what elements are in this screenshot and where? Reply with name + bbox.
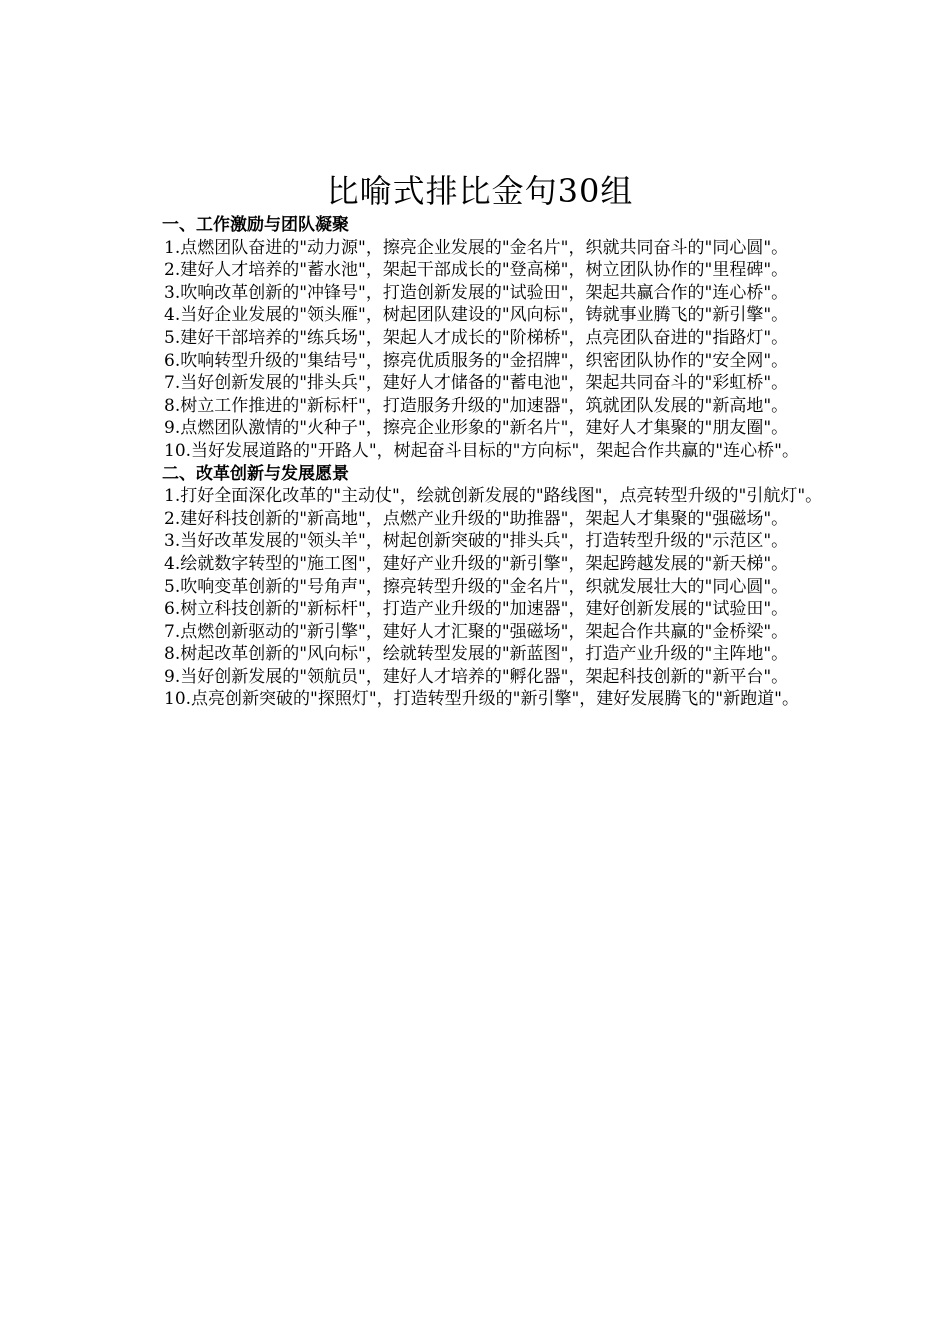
document-body: [128, 168, 832, 711]
list-item: 5.建好干部培养的"练兵场"，架起人才成长的"阶梯桥"，点亮团队奋进的"指路灯"。: [164, 327, 789, 348]
list-item: 1.点燃团队奋进的"动力源"，擦亮企业发展的"金名片"，织就共同奋斗的"同心圆"。: [164, 237, 789, 258]
list-item: 7.点燃创新驱动的"新引擎"，建好人才汇聚的"强磁场"，架起合作共赢的"金桥梁"。: [164, 621, 789, 642]
list-item: 1.打好全面深化改革的"主动仗"，绘就创新发展的"路线图"，点亮转型升级的"引航灯"。: [164, 486, 823, 507]
list-item: 3.当好改革发展的"领头羊"，树起创新突破的"排头兵"，打造转型升级的"示范区"。: [164, 531, 789, 552]
list-item: 8.树起改革创新的"风向标"，绘就转型发展的"新蓝图"，打造产业升级的"主阵地"。: [164, 644, 789, 665]
section-2: [128, 463, 832, 712]
section-heading: 一、工作激励与团队凝聚: [162, 215, 349, 235]
list-item: 10.点亮创新突破的"探照灯"，打造转型升级的"新引擎"，建好发展腾飞的"新跑道"。: [164, 689, 799, 710]
list-item: 6.树立科技创新的"新标杆"，打造产业升级的"加速器"，建好创新发展的"试验田"。: [164, 599, 789, 620]
list-item: 8.树立工作推进的"新标杆"，打造服务升级的"加速器"，筑就团队发展的"新高地"。: [164, 395, 789, 416]
list-item: 6.吹响转型升级的"集结号"，擦亮优质服务的"金招牌"，织密团队协作的"安全网"。: [164, 350, 789, 371]
list-item: 9.当好创新发展的"领航员"，建好人才培养的"孵化器"，架起科技创新的"新平台"。: [164, 666, 789, 687]
list-item: 7.当好创新发展的"排头兵"，建好人才储备的"蓄电池"，架起共同奋斗的"彩虹桥"。: [164, 373, 789, 394]
list-item: 4.绘就数字转型的"施工图"，建好产业升级的"新引擎"，架起跨越发展的"新天梯"。: [164, 553, 789, 574]
list-item: 10.当好发展道路的"开路人"，树起奋斗目标的"方向标"，架起合作共赢的"连心桥"。: [164, 440, 799, 461]
list-item: 4.当好企业发展的"领头雁"，树起团队建设的"风向标"，铸就事业腾飞的"新引擎"。: [164, 305, 789, 326]
list-item: 3.吹响改革创新的"冲锋号"，打造创新发展的"试验田"，架起共赢合作的"连心桥"。: [164, 282, 789, 303]
list-item: 2.建好科技创新的"新高地"，点燃产业升级的"助推器"，架起人才集聚的"强磁场"。: [164, 508, 789, 529]
list-item: 2.建好人才培养的"蓄水池"，架起干部成长的"登高梯"，树立团队协作的"里程碑"。: [164, 260, 789, 281]
page-title: 比喻式排比金句30组: [326, 172, 634, 210]
list-item: 9.点燃团队激情的"火种子"，擦亮企业形象的"新名片"，建好人才集聚的"朋友圈"。: [164, 418, 789, 439]
section-heading: 二、改革创新与发展愿景: [162, 463, 349, 484]
list-item: 5.吹响变革创新的"号角声"，擦亮转型升级的"金名片"，织就发展壮大的"同心圆"。: [164, 576, 789, 597]
section-1: [128, 214, 832, 463]
